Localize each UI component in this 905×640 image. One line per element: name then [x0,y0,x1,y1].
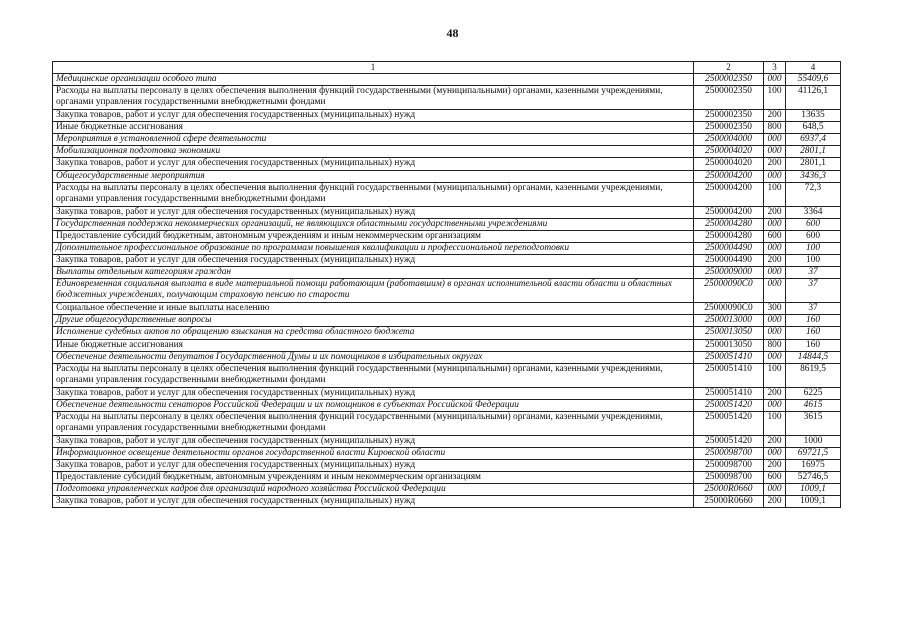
row-name: Мобилизационная подготовка экономики [53,146,694,158]
row-type: 100 [764,182,786,206]
table-row [53,206,841,218]
table-row [53,255,841,267]
row-name: Единовременная социальная выплата в виде материальной помощи работающим (работавшим) в органах исполнительной власти области и областных бюджетных учреждениях, получающим страховую пенсию по старости [53,279,694,303]
row-code: 2500013050 [694,339,764,351]
row-type: 000 [764,267,786,279]
header-col-1: 1 [53,62,694,74]
row-name: Выплаты отдельным категориям граждан [53,267,694,279]
row-type: 000 [764,170,786,182]
row-code: 2500002350 [694,110,764,122]
table-row [53,363,841,387]
table-row [53,279,841,303]
row-amount: 4615 [786,399,841,411]
row-code: 2500051410 [694,351,764,363]
row-name: Подготовка управленческих кадров для организаций народного хозяйства Российской Федерации [53,484,694,496]
row-code: 2500013000 [694,315,764,327]
row-type: 100 [764,86,786,110]
row-amount: 55409,6 [786,74,841,86]
table-row [53,242,841,254]
row-amount: 16975 [786,460,841,472]
row-amount: 6937,4 [786,134,841,146]
row-code: 2500002350 [694,122,764,134]
table-row [53,86,841,110]
row-type: 000 [764,484,786,496]
table-row [53,472,841,484]
row-type: 200 [764,206,786,218]
header-col-3: 3 [764,62,786,74]
row-amount: 8619,5 [786,363,841,387]
row-type: 200 [764,255,786,267]
table-row [53,327,841,339]
row-type: 200 [764,496,786,508]
row-amount: 52746,5 [786,472,841,484]
table-row [53,267,841,279]
row-amount: 3364 [786,206,841,218]
row-code: 2500004280 [694,218,764,230]
row-code: 2500004490 [694,242,764,254]
row-code: 2500009000 [694,267,764,279]
row-type: 000 [764,327,786,339]
row-code: 2500051410 [694,387,764,399]
row-name: Иные бюджетные ассигнования [53,339,694,351]
table-row [53,230,841,242]
row-type: 000 [764,218,786,230]
row-name: Закупка товаров, работ и услуг для обеспечения государственных (муниципальных) нужд [53,206,694,218]
table-row [53,411,841,435]
row-amount: 2801,1 [786,146,841,158]
row-name: Закупка товаров, работ и услуг для обеспечения государственных (муниципальных) нужд [53,387,694,399]
row-name: Обеспечение деятельности депутатов Государственной Думы и их помощников в избирательных округах [53,351,694,363]
row-amount: 1000 [786,435,841,447]
table-row [53,303,841,315]
table-row [53,351,841,363]
row-code: 2500051410 [694,363,764,387]
row-code: 2500004280 [694,230,764,242]
row-type: 800 [764,122,786,134]
row-amount: 41126,1 [786,86,841,110]
header-col-2: 2 [694,62,764,74]
row-name: Расходы на выплаты персоналу в целях обеспечения выполнения функций государственными (муниципальными) органами, казенными учреждениями, органами управления государственными внебюджетными фондами [53,363,694,387]
row-name: Мероприятия в установленной сфере деятельности [53,134,694,146]
row-code: 2500004020 [694,146,764,158]
row-type: 100 [764,411,786,435]
row-amount: 160 [786,339,841,351]
row-type: 000 [764,447,786,459]
row-code: 2500098700 [694,472,764,484]
table-row [53,339,841,351]
table-row [53,146,841,158]
row-name: Расходы на выплаты персоналу в целях обеспечения выполнения функций государственными (муниципальными) органами, казенными учреждениями, органами управления государственными внебюджетными фондами [53,86,694,110]
row-name: Обеспечение деятельности сенаторов Российской Федерации и их помощников в субъектах Российской Федерации [53,399,694,411]
row-amount: 600 [786,230,841,242]
table-row [53,315,841,327]
row-code: 2500004490 [694,255,764,267]
row-code: 2500004200 [694,182,764,206]
row-type: 800 [764,339,786,351]
row-type: 200 [764,158,786,170]
row-type: 000 [764,279,786,303]
row-code: 25000R0660 [694,496,764,508]
row-code: 2500004020 [694,158,764,170]
row-type: 200 [764,435,786,447]
row-amount: 160 [786,327,841,339]
row-code: 25000090С0 [694,303,764,315]
row-amount: 37 [786,303,841,315]
row-type: 000 [764,399,786,411]
row-amount: 100 [786,255,841,267]
row-type: 000 [764,74,786,86]
row-code: 2500051420 [694,411,764,435]
row-type: 200 [764,460,786,472]
row-code: 2500002350 [694,74,764,86]
row-code: 25000090С0 [694,279,764,303]
row-amount: 37 [786,279,841,303]
row-type: 000 [764,242,786,254]
row-name: Исполнение судебных актов по обращению взыскания на средства областного бюджета [53,327,694,339]
row-amount: 3615 [786,411,841,435]
row-name: Закупка товаров, работ и услуг для обеспечения государственных (муниципальных) нужд [53,435,694,447]
row-amount: 1009,1 [786,484,841,496]
row-name: Закупка товаров, работ и услуг для обеспечения государственных (муниципальных) нужд [53,496,694,508]
row-name: Дополнительное профессиональное образование по программам повышения квалификации и профессиональной переподготовки [53,242,694,254]
row-name: Информационное освещение деятельности органов государственной власти Кировской области [53,447,694,459]
table-row [53,158,841,170]
row-amount: 1009,1 [786,496,841,508]
row-code: 2500051420 [694,435,764,447]
table-row [53,74,841,86]
row-type: 200 [764,387,786,399]
row-type: 000 [764,351,786,363]
row-type: 300 [764,303,786,315]
row-name: Закупка товаров, работ и услуг для обеспечения государственных (муниципальных) нужд [53,460,694,472]
table-row [53,387,841,399]
row-name: Иные бюджетные ассигнования [53,122,694,134]
row-name: Закупка товаров, работ и услуг для обеспечения государственных (муниципальных) нужд [53,110,694,122]
row-name: Другие общегосударственные вопросы [53,315,694,327]
row-amount: 6225 [786,387,841,399]
row-name: Закупка товаров, работ и услуг для обеспечения государственных (муниципальных) нужд [53,255,694,267]
table-row [53,460,841,472]
row-amount: 160 [786,315,841,327]
row-code: 2500004200 [694,170,764,182]
page-number: 48 [446,26,459,40]
row-code: 2500013050 [694,327,764,339]
row-amount: 100 [786,242,841,254]
table-row [53,447,841,459]
table-row [53,134,841,146]
row-name: Социальное обеспечение и иные выплаты населению [53,303,694,315]
table-row [53,435,841,447]
row-name: Предоставление субсидий бюджетным, автономным учреждениям и иным некоммерческим организациям [53,472,694,484]
row-code: 25000R0660 [694,484,764,496]
row-type: 600 [764,472,786,484]
row-amount: 72,3 [786,182,841,206]
row-name: Общегосударственные мероприятия [53,170,694,182]
row-amount: 648,5 [786,122,841,134]
row-code: 2500002350 [694,86,764,110]
row-type: 600 [764,230,786,242]
row-amount: 14844,5 [786,351,841,363]
row-amount: 13635 [786,110,841,122]
header-col-4: 4 [786,62,841,74]
row-type: 000 [764,146,786,158]
row-code: 2500051420 [694,399,764,411]
table-row [53,484,841,496]
row-name: Медицинские организации особого типа [53,74,694,86]
row-code: 2500004000 [694,134,764,146]
row-code: 2500098700 [694,447,764,459]
table-row [53,496,841,508]
row-name: Расходы на выплаты персоналу в целях обеспечения выполнения функций государственными (муниципальными) органами, казенными учреждениями, органами управления государственными внебюджетными фондами [53,411,694,435]
row-type: 200 [764,110,786,122]
row-name: Закупка товаров, работ и услуг для обеспечения государственных (муниципальных) нужд [53,158,694,170]
row-amount: 37 [786,267,841,279]
row-amount: 600 [786,218,841,230]
row-name: Расходы на выплаты персоналу в целях обеспечения выполнения функций государственными (муниципальными) органами, казенными учреждениями, органами управления государственными внебюджетными фондами [53,182,694,206]
table-row [53,122,841,134]
budget-table [52,61,841,508]
table-row [53,110,841,122]
table-row [53,170,841,182]
row-amount: 2801,1 [786,158,841,170]
row-name: Государственная поддержка некоммерческих организаций, не являющихся областными государственными учреждениями [53,218,694,230]
row-type: 000 [764,315,786,327]
row-amount: 69721,5 [786,447,841,459]
row-type: 100 [764,363,786,387]
row-name: Предоставление субсидий бюджетным, автономным учреждениям и иным некоммерческим организациям [53,230,694,242]
table-row [53,218,841,230]
header-row [53,62,841,74]
row-type: 000 [764,134,786,146]
row-code: 2500098700 [694,460,764,472]
row-code: 2500004200 [694,206,764,218]
table-row [53,182,841,206]
row-amount: 3436,3 [786,170,841,182]
table-row [53,399,841,411]
